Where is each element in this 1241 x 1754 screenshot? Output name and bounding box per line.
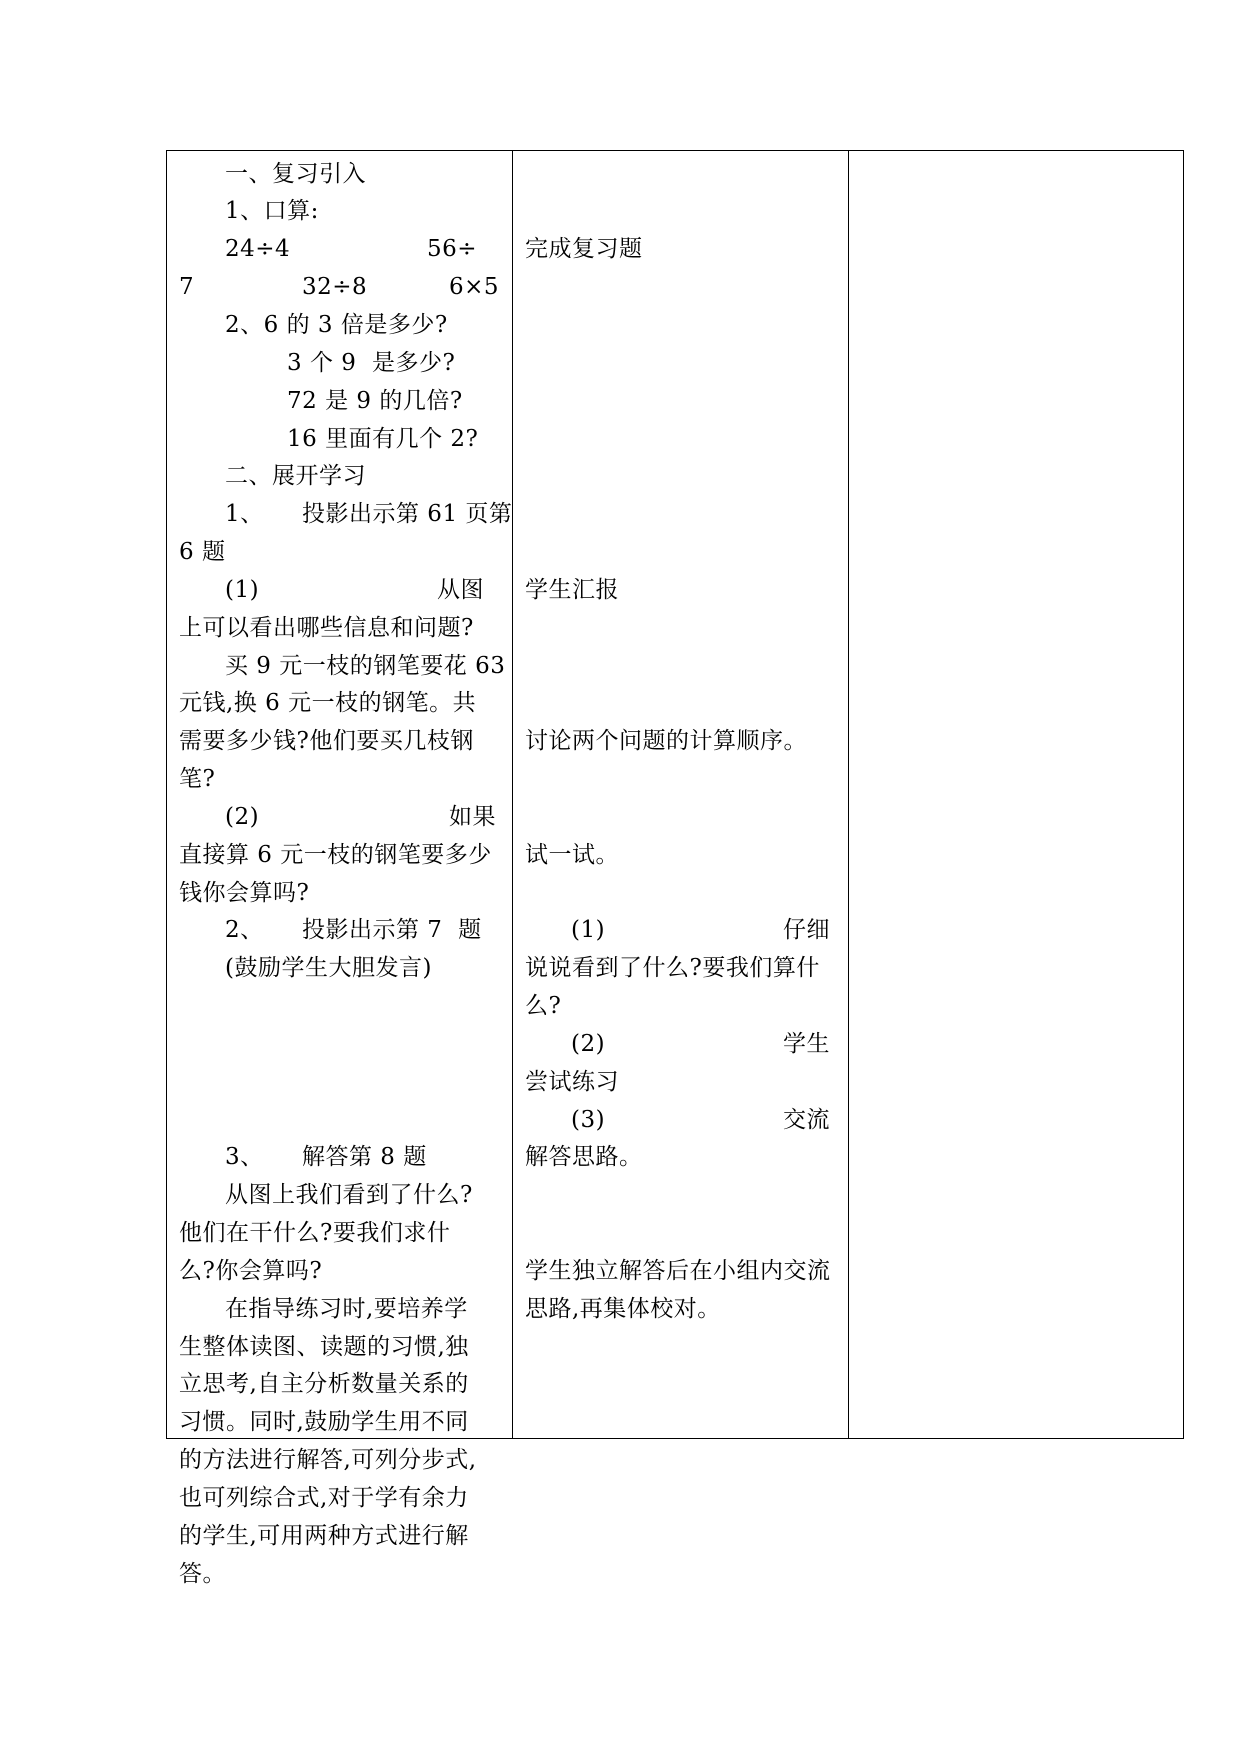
text-line: 上可以看出哪些信息和问题? bbox=[179, 615, 474, 641]
text-line: 6×5 bbox=[449, 274, 500, 300]
text-line: 投影出示第 7 题 bbox=[302, 917, 482, 943]
text-line: (1) bbox=[571, 917, 606, 943]
text-line: 72 是 9 的几倍? bbox=[287, 388, 463, 414]
section-heading: 一、复习引入 bbox=[225, 161, 366, 187]
text-line: 1、 bbox=[225, 501, 264, 527]
text-line: 交流 bbox=[783, 1107, 830, 1133]
text-line: 需要多少钱?他们要买几枝钢 bbox=[179, 728, 474, 754]
teacher-activity-column bbox=[167, 151, 513, 1587]
text-line: (3) bbox=[571, 1107, 606, 1133]
text-line: 么? bbox=[525, 993, 562, 1019]
text-line: 1、口算: bbox=[225, 198, 319, 224]
text-line: 投影出示第 61 页第 bbox=[302, 501, 513, 527]
text-line: 2、6 的 3 倍是多少? bbox=[225, 312, 448, 338]
section-heading: 二、展开学习 bbox=[225, 463, 366, 489]
text-line: 从图 bbox=[437, 577, 484, 603]
text-line: 如果 bbox=[449, 804, 496, 830]
text-line: 试一试。 bbox=[525, 842, 619, 868]
text-line: 32÷8 bbox=[302, 274, 368, 300]
text-line: 钱你会算吗? bbox=[179, 880, 310, 906]
text-line: 尝试练习 bbox=[525, 1069, 619, 1095]
student-activity-column bbox=[513, 151, 849, 1438]
text-line: 仔细 bbox=[783, 917, 830, 943]
text-line: 16 里面有几个 2? bbox=[287, 426, 479, 452]
text-line: 立思考,自主分析数量关系的 bbox=[179, 1371, 469, 1397]
text-line: 么?你会算吗? bbox=[179, 1258, 323, 1284]
text-line: 元钱,换 6 元一枝的钢笔。共 bbox=[179, 690, 477, 716]
text-line: 也可列综合式,对于学有余力 bbox=[179, 1485, 469, 1511]
text-line: 解答思路。 bbox=[525, 1144, 643, 1170]
text-line: 解答第 8 题 bbox=[302, 1144, 427, 1170]
text-line: (1) bbox=[225, 577, 260, 603]
text-line: 24÷4 bbox=[225, 236, 291, 262]
text-line: 直接算 6 元一枝的钢笔要多少 bbox=[179, 842, 492, 868]
text-line: 3、 bbox=[225, 1144, 264, 1170]
text-line: 学生 bbox=[783, 1031, 830, 1057]
text-line: 在指导练习时,要培养学 bbox=[225, 1296, 468, 1322]
text-line: 习惯。同时,鼓励学生用不同 bbox=[179, 1409, 469, 1435]
text-line: 生整体读图、读题的习惯,独 bbox=[179, 1334, 469, 1360]
text-line: 6 题 bbox=[179, 539, 226, 565]
text-line: 2、 bbox=[225, 917, 264, 943]
text-line: (2) bbox=[571, 1031, 606, 1057]
text-line: 学生独立解答后在小组内交流 bbox=[525, 1258, 831, 1284]
notes-column bbox=[849, 151, 1183, 1438]
lesson-plan-table bbox=[166, 150, 1184, 1587]
text-line: 3 个 9 是多少? bbox=[287, 350, 456, 376]
text-line: 从图上我们看到了什么? bbox=[225, 1182, 473, 1208]
text-line: 7 bbox=[179, 274, 195, 300]
text-line: 的学生,可用两种方式进行解 bbox=[179, 1523, 469, 1549]
text-line: 他们在干什么?要我们求什 bbox=[179, 1220, 451, 1246]
text-line: 说说看到了什么?要我们算什 bbox=[525, 955, 820, 981]
text-line: 56÷ bbox=[427, 236, 478, 262]
text-line: 买 9 元一枝的钢笔要花 63 bbox=[225, 653, 506, 679]
text-line: (2) bbox=[225, 804, 260, 830]
text-line: 完成复习题 bbox=[525, 236, 643, 262]
text-line: 思路,再集体校对。 bbox=[525, 1296, 721, 1322]
text-line: 的方法进行解答,可列分步式, bbox=[179, 1447, 477, 1473]
text-line: 笔? bbox=[179, 766, 216, 792]
text-line: (鼓励学生大胆发言) bbox=[225, 955, 432, 981]
text-line: 学生汇报 bbox=[525, 577, 619, 603]
text-line: 讨论两个问题的计算顺序。 bbox=[525, 728, 807, 754]
text-line: 答。 bbox=[179, 1561, 226, 1587]
